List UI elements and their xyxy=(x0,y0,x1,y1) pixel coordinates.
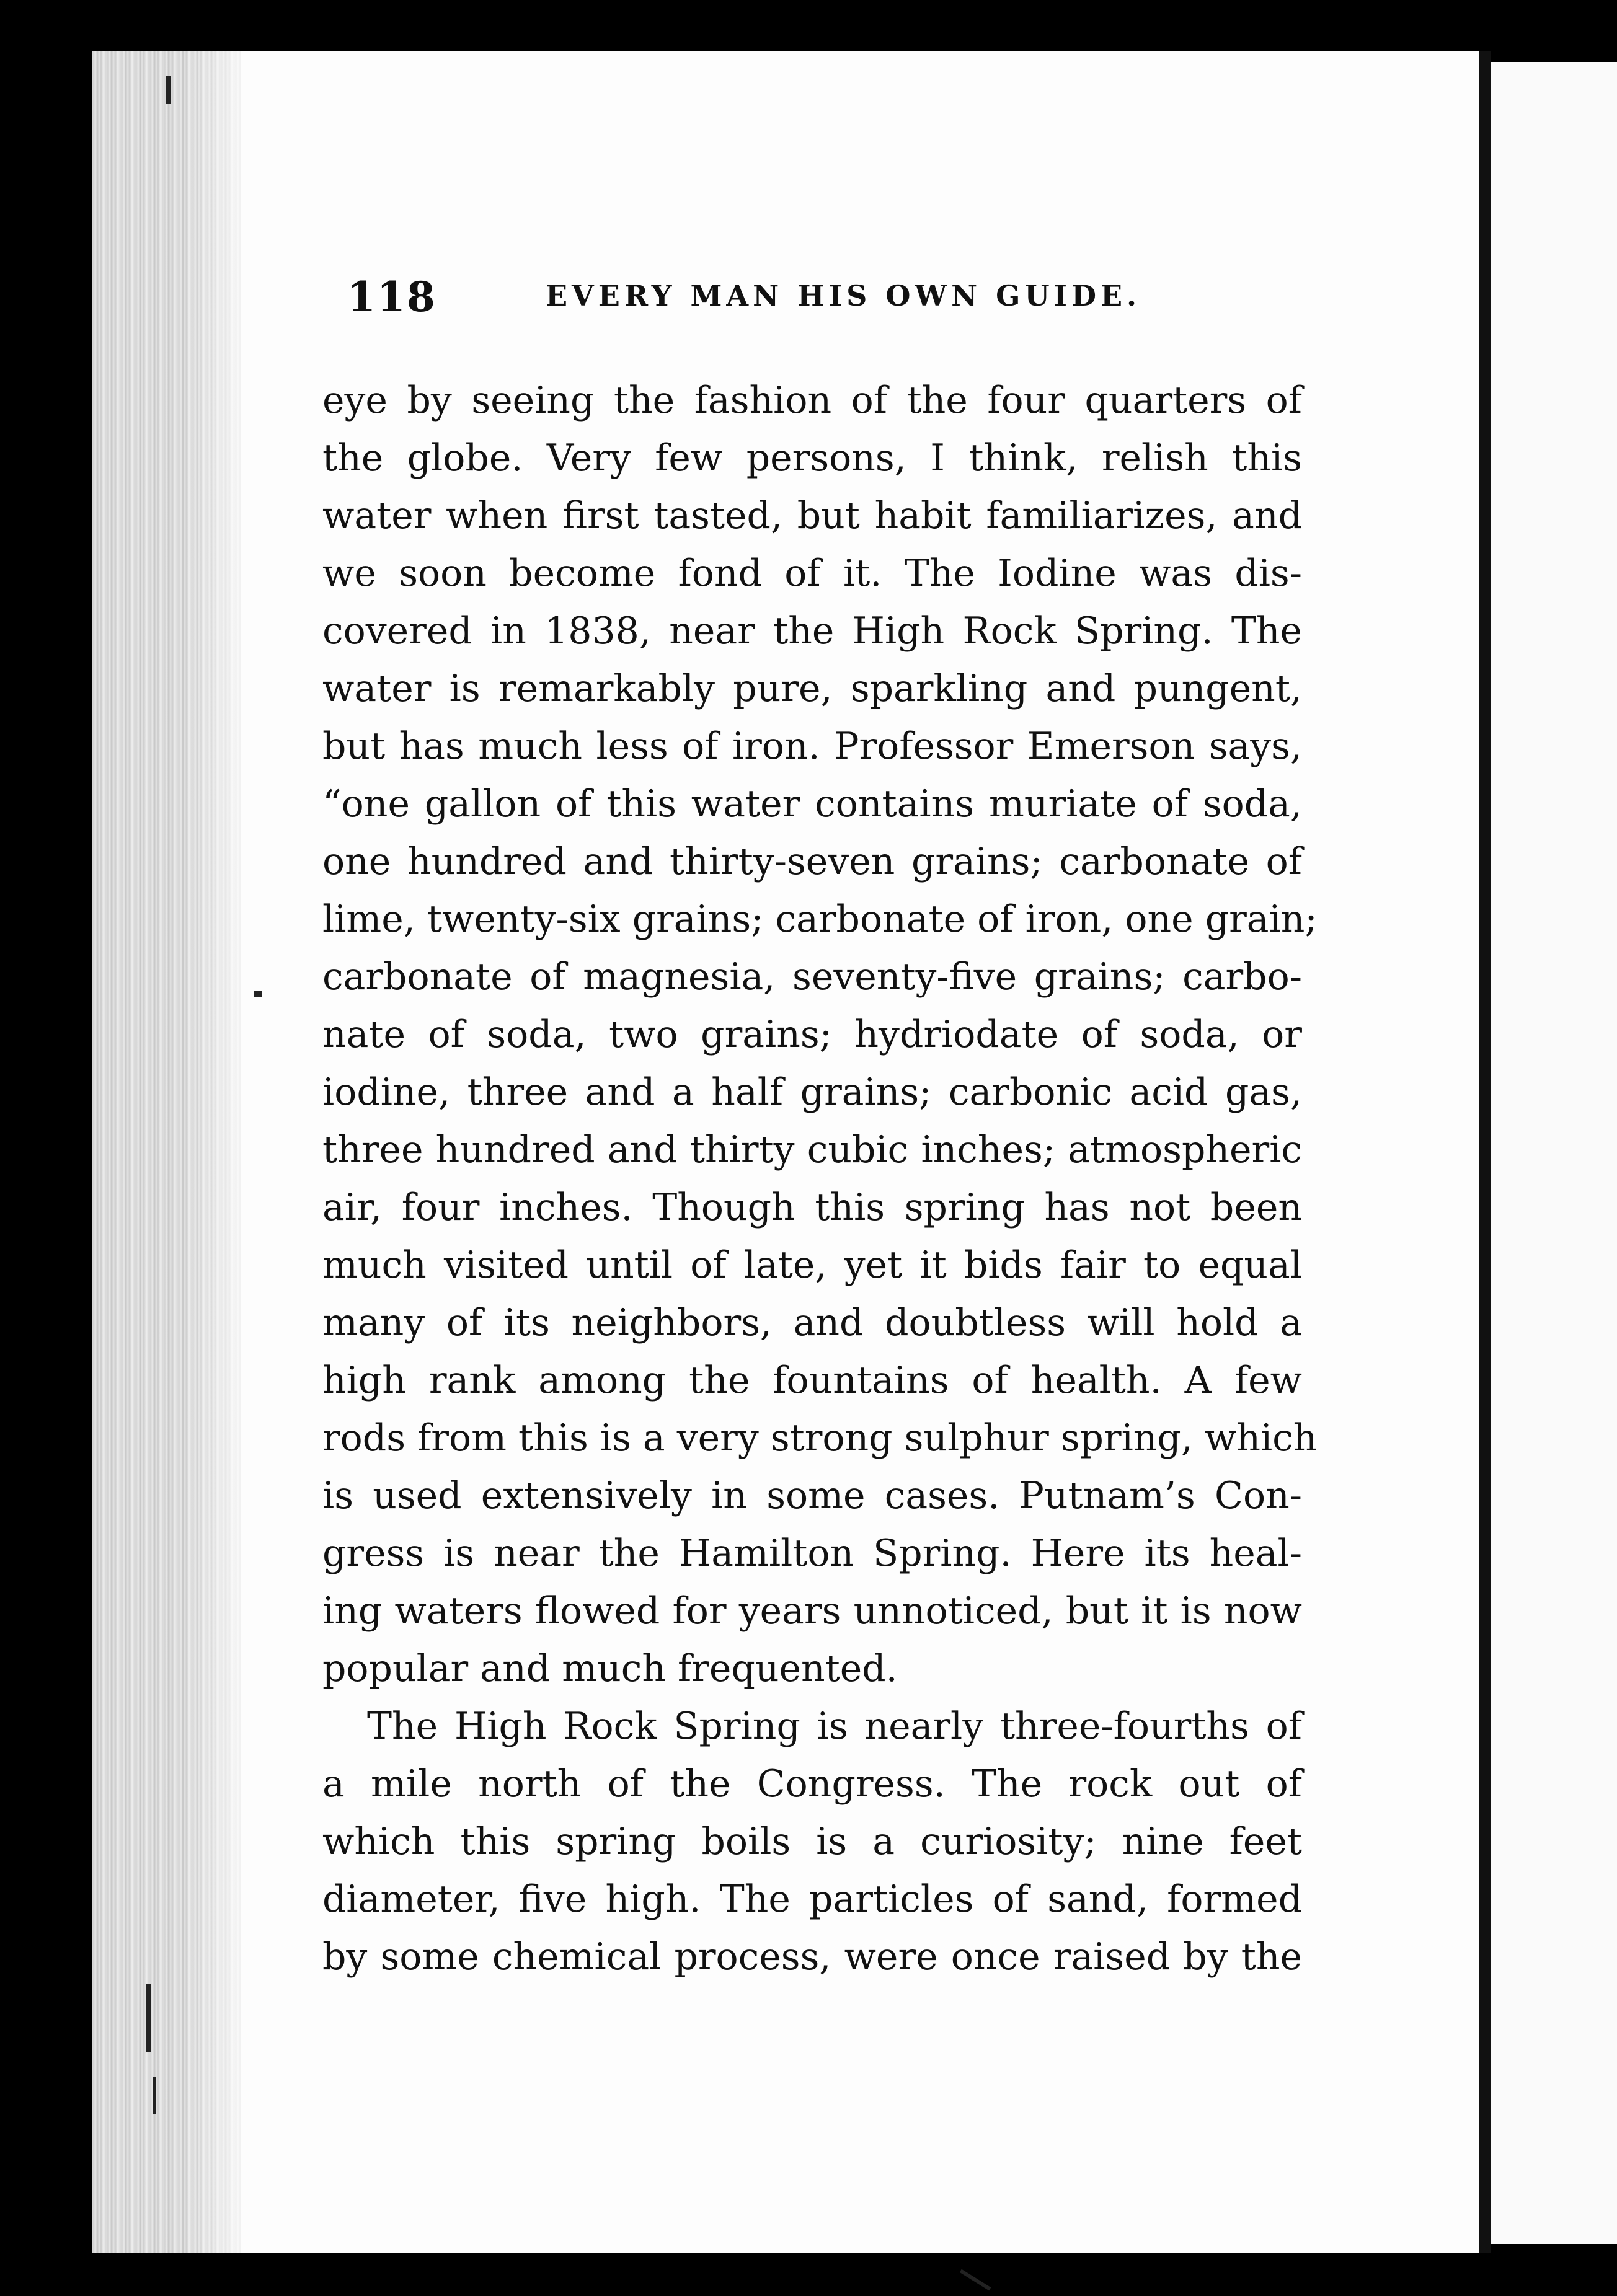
gutter-shadow xyxy=(186,51,254,2253)
page-number: 118 xyxy=(347,273,436,321)
text-line: we soon become fond of it. The Iodine was dis- xyxy=(322,552,1302,595)
text-line: air, four inches. Though this spring has not been xyxy=(322,1186,1302,1229)
text-line: diameter, five high. The particles of sand, formed xyxy=(322,1878,1302,1921)
text-line: carbonate of magnesia, seventy-five grains; carbo- xyxy=(322,955,1302,999)
text-line: “one gallon of this water contains muriate of soda, xyxy=(322,782,1302,826)
gutter-mark xyxy=(166,76,171,104)
text-line: is used extensively in some cases. Putnam’s Con- xyxy=(322,1474,1302,1517)
text-line: a mile north of the Congress. The rock out of xyxy=(322,1762,1302,1806)
text-line: lime, twenty-six grains; carbonate of iron, one grain; xyxy=(322,898,1318,941)
text-line: many of its neighbors, and doubtless will hold a xyxy=(322,1301,1302,1344)
text-line: eye by seeing the fashion of the four quarters of xyxy=(322,379,1302,422)
text-line: but has much less of iron. Professor Emerson says, xyxy=(322,725,1302,768)
text-line: nate of soda, two grains; hydriodate of soda, or xyxy=(322,1013,1302,1056)
text-line: water is remarkably pure, sparkling and pungent, xyxy=(322,667,1302,710)
text-line: one hundred and thirty-seven grains; carbonate of xyxy=(322,840,1302,883)
text-line: much visited until of late, yet it bids fair to equal xyxy=(322,1243,1302,1287)
text-line: water when first tasted, but habit familiarizes, and xyxy=(322,494,1302,537)
text-line: three hundred and thirty cubic inches; atmospheric xyxy=(322,1128,1302,1172)
text-line: rods from this is a very strong sulphur spring, which xyxy=(322,1416,1318,1460)
text-line: gress is near the Hamilton Spring. Here its heal- xyxy=(322,1532,1302,1575)
gutter-mark xyxy=(153,2077,156,2114)
text-line: which this spring boils is a curiosity; nine feet xyxy=(322,1820,1302,1863)
facing-page xyxy=(1491,62,1617,2244)
text-line: covered in 1838, near the High Rock Spring. The xyxy=(322,609,1302,653)
text-line: iodine, three and a half grains; carbonic acid gas, xyxy=(322,1071,1302,1114)
paragraph-start-line: The High Rock Spring is nearly three-fourths of xyxy=(367,1705,1302,1748)
facing-page-edge xyxy=(1479,51,1491,2253)
running-head xyxy=(347,273,1308,322)
text-line: the globe. Very few persons, I think, relish this xyxy=(322,436,1302,480)
gutter-mark xyxy=(146,1984,151,2052)
book-title-header: EVERY MAN HIS OWN GUIDE. xyxy=(546,279,1141,312)
text-line: by some chemical process, were once raised by the xyxy=(322,1935,1302,1979)
margin-dot xyxy=(254,991,262,997)
paragraph-end-line: popular and much frequented. xyxy=(322,1647,898,1690)
text-line: ing waters flowed for years unnoticed, but it is now xyxy=(322,1589,1302,1633)
body-text xyxy=(322,372,1318,1986)
text-line: high rank among the fountains of health. A few xyxy=(322,1359,1302,1402)
